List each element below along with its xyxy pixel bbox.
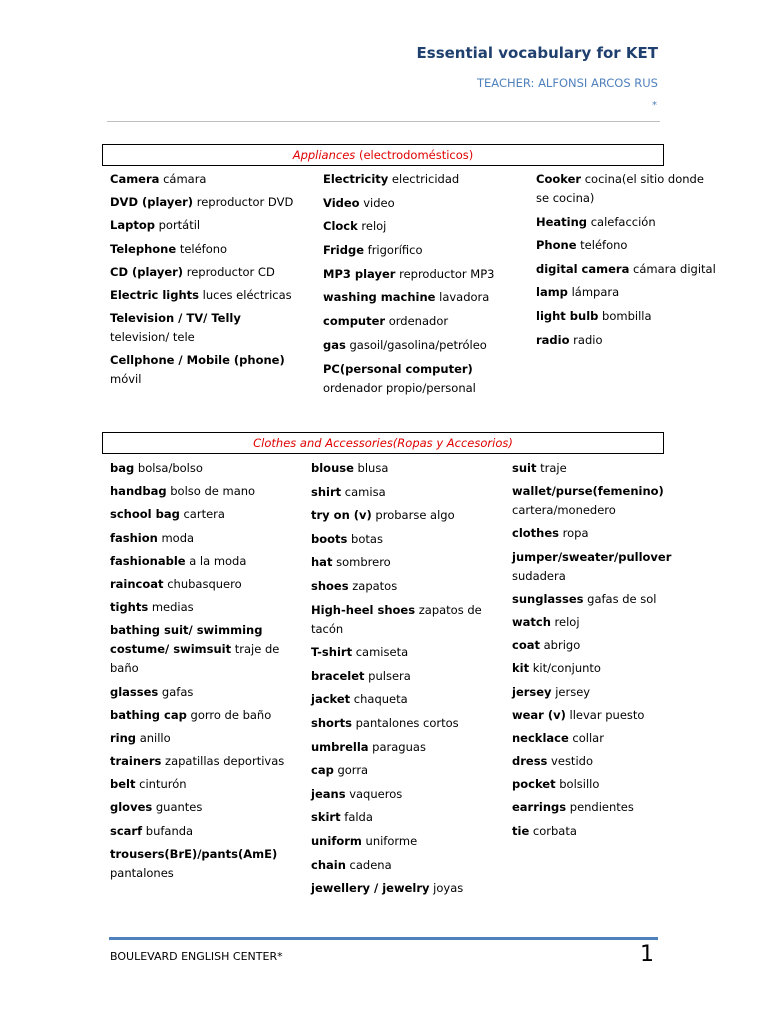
vocab-word: fashion [110, 530, 158, 545]
vocab-entry [311, 506, 491, 525]
vocab-word: DVD (player) [110, 195, 194, 210]
vocab-word: washing machine [323, 290, 436, 305]
vocab-entry [110, 845, 290, 883]
vocab-entry [311, 808, 491, 827]
vocab-translation: pantalones [110, 865, 174, 880]
vocab-word: tie [512, 823, 530, 838]
vocab-entry [512, 798, 692, 817]
vocab-entry [110, 683, 290, 702]
vocab-translation: calefacción [587, 214, 656, 229]
vocab-translation: pendientes [566, 800, 634, 815]
vocab-translation: medias [148, 600, 194, 615]
vocab-word: glasses [110, 684, 159, 699]
vocab-word: computer [323, 314, 386, 329]
vocab-word: raincoat [110, 576, 164, 591]
vocab-translation: portátil [154, 218, 201, 233]
vocab-entry [110, 621, 290, 678]
vocab-translation: teléfono [576, 238, 628, 253]
vocab-entry [110, 752, 290, 771]
vocab-translation: gafas [158, 684, 194, 699]
vocab-translation: abrigo [539, 638, 581, 653]
vocab-translation: gorro de baño [186, 707, 272, 722]
vocab-entry [110, 505, 290, 524]
vocab-word: digital camera [536, 261, 630, 276]
vocab-entry [536, 213, 716, 232]
vocab-translation: camisa [341, 484, 386, 499]
vocab-translation: sudadera [512, 568, 566, 583]
vocab-word: trainers [110, 754, 162, 769]
vocab-entry [323, 336, 513, 355]
vocab-entry [512, 729, 692, 748]
vocab-entry [536, 236, 716, 255]
vocab-word: tights [110, 600, 149, 615]
vocab-entry [512, 636, 692, 655]
vocab-entry [311, 785, 491, 804]
vocab-translation: bolso de mano [166, 484, 256, 499]
vocab-word: Laptop [110, 218, 155, 233]
vocab-entry [110, 459, 290, 478]
vocab-word: kit [512, 661, 530, 676]
vocab-entry [311, 601, 491, 639]
vocab-translation: vaqueros [345, 786, 403, 801]
vocab-word: Cooker [536, 172, 582, 186]
vocab-word: try on (v) [311, 508, 372, 523]
section-heading-italic: Clothes and Accessories(Ropas y Accesorios) [253, 436, 513, 450]
vocab-translation: gorra [333, 763, 369, 778]
vocab-entry [512, 822, 692, 841]
vocab-entry [110, 798, 290, 817]
vocab-translation: lavadora [435, 290, 490, 305]
vocab-translation: bolsa/bolso [134, 461, 203, 475]
vocab-word: gas [323, 337, 346, 352]
vocab-translation: moda [157, 530, 195, 545]
vocab-entry [110, 351, 300, 389]
section-heading-clothes [102, 432, 664, 454]
vocab-word: bracelet [311, 668, 365, 683]
vocab-translation: bufanda [142, 823, 194, 838]
vocab-word: blouse [311, 461, 354, 475]
vocab-translation: ropa [559, 526, 589, 541]
vocab-translation: joyas [429, 881, 464, 896]
vocab-word: Electricity [323, 172, 389, 186]
vocab-translation: ordenador [385, 314, 449, 329]
vocab-entry [311, 553, 491, 572]
vocab-entry [110, 729, 290, 748]
vocab-translation: zapatos de tacón [311, 602, 482, 636]
vocab-entry [311, 530, 491, 549]
vocab-entry [323, 360, 513, 398]
vocab-word: trousers(BrE)/pants(AmE) [110, 846, 278, 861]
vocab-entry [110, 193, 300, 212]
vocab-translation: zapatillas deportivas [161, 754, 285, 769]
vocab-entry [110, 822, 290, 841]
vocab-entry [536, 260, 716, 279]
vocab-translation: cartera/monedero [512, 503, 616, 518]
appliances-column-3 [536, 170, 716, 354]
vocab-word: Telephone [110, 241, 177, 256]
vocab-entry [536, 331, 716, 350]
vocab-entry [110, 170, 300, 189]
vocab-entry [311, 577, 491, 596]
vocab-entry [110, 309, 300, 347]
clothes-column-1 [110, 459, 290, 887]
vocab-word: boots [311, 531, 348, 546]
vocab-translation: traje de baño [110, 642, 280, 676]
clothes-column-2 [311, 459, 491, 903]
vocab-word: Clock [323, 219, 358, 234]
vocab-translation: uniforme [361, 833, 418, 848]
vocab-entry [323, 241, 513, 260]
vocab-entry [512, 775, 692, 794]
vocab-word: suit [512, 461, 537, 475]
vocab-translation: luces eléctricas [199, 287, 292, 302]
vocab-translation: collar [568, 730, 604, 745]
vocab-entry [512, 613, 692, 632]
vocab-word: shorts [311, 715, 352, 730]
vocab-entry [110, 706, 290, 725]
vocab-entry [311, 690, 491, 709]
vocab-entry [311, 761, 491, 780]
vocab-word: bag [110, 461, 135, 475]
vocab-translation: reloj [357, 219, 387, 234]
vocab-translation: corbata [529, 823, 577, 838]
vocab-word: jeans [311, 786, 346, 801]
vocab-word: jumper/sweater/pullover [512, 549, 672, 564]
vocab-entry [110, 482, 290, 501]
vocab-translation: sombrero [332, 555, 391, 570]
vocab-translation: television/ tele [110, 330, 195, 345]
vocab-translation: frigorífico [364, 243, 423, 258]
vocab-translation: reproductor CD [183, 264, 275, 279]
vocab-translation: botas [347, 531, 383, 546]
vocab-translation: radio [569, 332, 603, 347]
vocab-word: hat [311, 555, 333, 570]
vocab-word: umbrella [311, 739, 369, 754]
vocab-translation: paraguas [368, 739, 426, 754]
footer-divider [109, 937, 658, 940]
vocab-translation: blusa [353, 461, 389, 475]
vocab-word: clothes [512, 526, 559, 541]
vocab-translation: a la moda [185, 553, 247, 568]
vocab-word: belt [110, 777, 136, 792]
vocab-translation: chubasquero [163, 576, 242, 591]
vocab-word: bathing suit/ swimming costume/ swimsuit [110, 623, 263, 657]
vocab-translation: kit/conjunto [529, 661, 601, 676]
vocab-translation: video [359, 195, 395, 210]
header-asterisk: * [652, 100, 657, 111]
vocab-translation: reproductor MP3 [395, 266, 495, 281]
vocab-entry [110, 240, 300, 259]
page-number: 1 [640, 942, 654, 967]
vocab-entry [110, 529, 290, 548]
vocab-translation: cadena [345, 857, 392, 872]
vocab-translation: traje [536, 461, 567, 475]
vocab-entry [512, 706, 692, 725]
vocab-entry [311, 832, 491, 851]
vocab-translation: llevar puesto [565, 707, 645, 722]
vocab-translation: cámara digital [629, 261, 716, 276]
vocab-word: MP3 player [323, 266, 396, 281]
vocab-translation: electricidad [388, 172, 460, 186]
vocab-word: jersey [512, 684, 552, 699]
vocab-word: light bulb [536, 308, 599, 323]
vocab-entry [311, 459, 491, 478]
vocab-entry [323, 217, 513, 236]
vocab-translation: cámara [159, 172, 207, 186]
vocab-word: wear (v) [512, 707, 566, 722]
vocab-entry [110, 575, 290, 594]
vocab-translation: camiseta [352, 645, 409, 660]
clothes-column-3 [512, 459, 692, 845]
vocab-word: necklace [512, 730, 569, 745]
vocab-word: watch [512, 614, 551, 629]
vocab-entry [110, 216, 300, 235]
vocab-word: fashionable [110, 553, 186, 568]
vocab-word: jacket [311, 692, 351, 707]
vocab-word: bathing cap [110, 707, 187, 722]
vocab-word: Cellphone / Mobile (phone) [110, 353, 285, 368]
vocab-entry [512, 590, 692, 609]
section-heading-appliances [102, 144, 664, 166]
vocab-word: uniform [311, 833, 362, 848]
vocab-entry [311, 643, 491, 662]
vocab-translation: pantalones cortos [351, 715, 459, 730]
vocab-word: skirt [311, 810, 341, 825]
vocab-translation: ordenador propio/personal [323, 380, 476, 395]
vocab-translation: gasoil/gasolina/petróleo [345, 337, 487, 352]
vocab-word: school bag [110, 507, 180, 522]
vocab-entry [323, 265, 513, 284]
vocab-word: Video [323, 195, 360, 210]
vocab-entry [110, 286, 300, 305]
vocab-translation: cartera [179, 507, 225, 522]
vocab-translation: pulsera [364, 668, 411, 683]
vocab-entry [536, 170, 716, 208]
vocab-translation: teléfono [176, 241, 228, 256]
vocab-entry [311, 856, 491, 875]
vocab-entry [110, 552, 290, 571]
vocab-translation: probarse algo [371, 508, 455, 523]
vocab-word: chain [311, 857, 346, 872]
vocab-entry [323, 288, 513, 307]
vocab-translation: bombilla [598, 308, 652, 323]
vocab-translation: bolsillo [555, 777, 600, 792]
vocab-entry [512, 659, 692, 678]
vocab-word: cap [311, 763, 334, 778]
vocab-entry [311, 667, 491, 686]
vocab-translation: móvil [110, 372, 142, 387]
vocab-word: High-heel shoes [311, 602, 416, 617]
vocab-word: coat [512, 638, 540, 653]
vocab-translation: vestido [547, 754, 593, 769]
vocab-entry [311, 714, 491, 733]
vocab-word: Heating [536, 214, 588, 229]
vocab-entry [512, 683, 692, 702]
vocab-translation: reloj [550, 614, 580, 629]
section-heading-italic: Appliances [292, 148, 356, 162]
vocab-word: T-shirt [311, 645, 353, 660]
vocab-translation: chaqueta [350, 692, 408, 707]
header-divider [107, 121, 660, 122]
vocab-translation: cinturón [135, 777, 187, 792]
vocab-translation: falda [340, 810, 373, 825]
vocab-word: pocket [512, 777, 556, 792]
vocab-word: radio [536, 332, 570, 347]
vocab-translation: cocina(el sitio donde se cocina) [536, 172, 704, 205]
vocab-word: scarf [110, 823, 143, 838]
vocab-entry [311, 879, 491, 898]
vocab-entry [512, 752, 692, 771]
vocab-word: jewellery / jewelry [311, 881, 430, 896]
document-title: Essential vocabulary for KET [416, 44, 658, 62]
vocab-word: sunglasses [512, 591, 584, 606]
vocab-word: CD (player) [110, 264, 184, 279]
vocab-word: dress [512, 754, 548, 769]
appliances-column-2 [323, 170, 513, 402]
vocab-entry [512, 459, 692, 478]
vocab-entry [323, 312, 513, 331]
vocab-translation: reproductor DVD [193, 195, 294, 210]
vocab-entry [311, 738, 491, 757]
vocab-word: Phone [536, 238, 577, 253]
vocab-entry [110, 598, 290, 617]
vocab-word: handbag [110, 484, 167, 499]
vocab-entry [323, 194, 513, 213]
vocab-word: PC(personal computer) [323, 361, 473, 376]
vocab-entry [512, 482, 692, 520]
vocab-word: Camera [110, 172, 160, 186]
appliances-column-1 [110, 170, 300, 394]
vocab-word: earrings [512, 800, 567, 815]
vocab-word: Television / TV/ Telly [110, 311, 241, 326]
vocab-entry [512, 548, 692, 586]
section-heading-rest: (electrodomésticos) [355, 148, 474, 162]
vocab-entry [536, 283, 716, 302]
vocab-entry [110, 263, 300, 282]
vocab-translation: jersey [551, 684, 591, 699]
vocab-translation: lámpara [567, 285, 620, 300]
vocab-translation: gafas de sol [583, 591, 657, 606]
vocab-word: gloves [110, 800, 153, 815]
vocab-word: shoes [311, 578, 349, 593]
vocab-word: wallet/purse(femenino) [512, 484, 664, 499]
vocab-translation: anillo [136, 730, 171, 745]
vocab-entry [512, 524, 692, 543]
vocab-entry [110, 775, 290, 794]
vocab-word: ring [110, 730, 137, 745]
vocab-word: Electric lights [110, 287, 199, 302]
vocab-word: Fridge [323, 243, 364, 258]
vocab-translation: zapatos [348, 578, 398, 593]
vocab-word: lamp [536, 285, 568, 300]
footer-school-name: BOULEVARD ENGLISH CENTER* [110, 950, 283, 963]
vocab-word: shirt [311, 484, 342, 499]
vocab-translation: guantes [152, 800, 203, 815]
vocab-entry [323, 170, 513, 189]
vocab-entry [536, 307, 716, 326]
vocab-entry [311, 483, 491, 502]
teacher-name: TEACHER: ALFONSI ARCOS RUS [477, 76, 658, 90]
